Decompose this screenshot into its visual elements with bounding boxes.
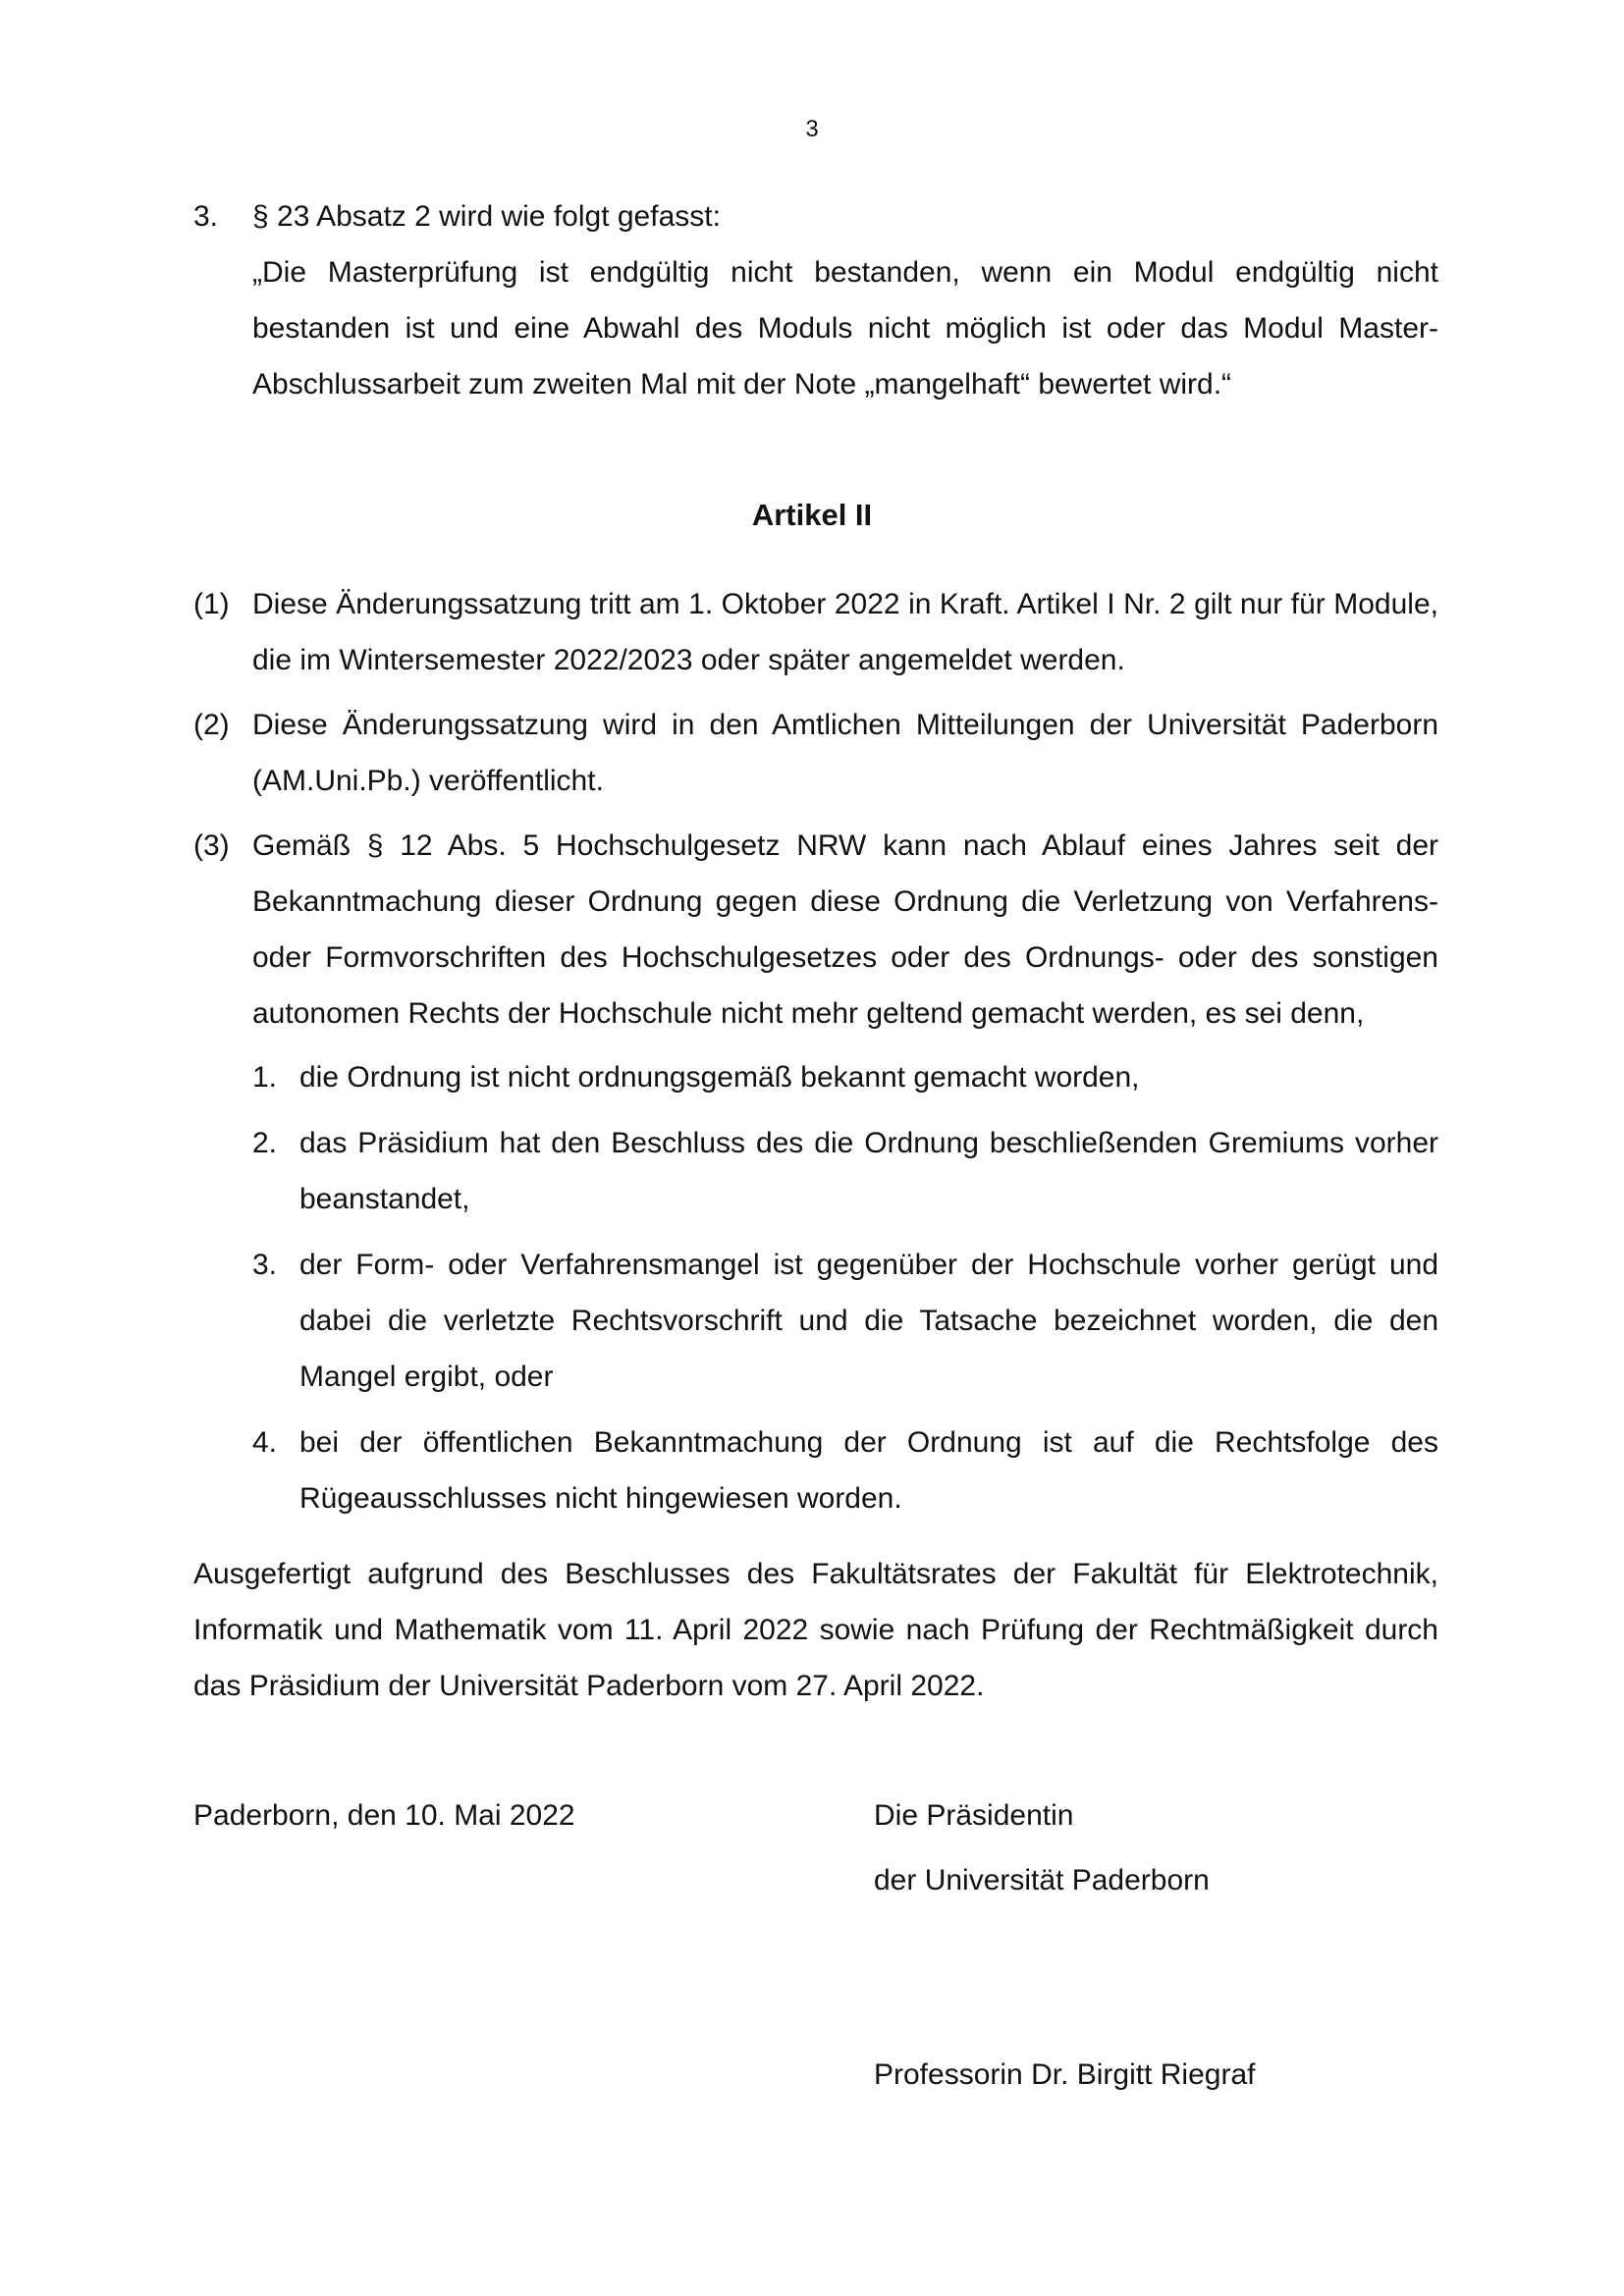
place-date: Paderborn, den 10. Mai 2022 <box>193 1799 575 1832</box>
list-item <box>252 1415 1438 1526</box>
signatory-role-line-1: Die Präsidentin <box>874 1799 1074 1832</box>
list-item <box>252 1237 1438 1405</box>
page-number: 3 <box>805 116 819 142</box>
item-3-heading: § 23 Absatz 2 wird wie folgt gefasst: <box>252 200 721 233</box>
list-item-number: 4. <box>252 1426 278 1459</box>
paragraph-3 <box>193 818 1438 1536</box>
list-item-text: das Präsidium hat den Beschluss des die Ordnung beschließenden Gremiums vorher beanstandet, <box>299 1127 1438 1215</box>
list-item-number: 2. <box>252 1127 278 1159</box>
paragraph-3-number: (3) <box>193 829 230 862</box>
signatory-role <box>874 1788 1424 1908</box>
item-3 <box>193 188 1438 412</box>
paragraph-1 <box>193 576 1438 688</box>
article-2-title: Artikel II <box>751 498 873 532</box>
paragraph-1-number: (1) <box>193 588 230 620</box>
paragraph-2-text: Diese Änderungssatzung wird in den Amtlichen Mitteilungen der Universität Paderborn (AM.Uni.Pb.) veröffentlicht. <box>252 709 1438 797</box>
paragraph-2-number: (2) <box>193 709 230 741</box>
paragraph-3-list <box>252 1049 1438 1526</box>
item-3-quote: „Die Masterprüfung ist endgültig nicht bestanden, wenn ein Modul endgültig nicht bestanden ist und eine Abwahl des Moduls nicht möglich ist oder das Modul Master-Abschlussarbeit zum zweiten Mal mit der Note „mangelhaft“ bewertet wird.“ <box>252 256 1438 400</box>
list-item-number: 3. <box>252 1249 278 1281</box>
execution-note: Ausgefertigt aufgrund des Beschlusses des Fakultätsrates der Fakultät für Elektrotechnik, Informatik und Mathematik vom 11. April 2022 sowie nach Prüfung der Rechtmäßigkeit durch das Präsidium der Universität Paderborn vom 27. April 2022. <box>193 1558 1438 1702</box>
paragraph-1-text: Diese Änderungssatzung tritt am 1. Oktober 2022 in Kraft. Artikel I Nr. 2 gilt nur für Module, die im Wintersemester 2022/2023 oder später angemeldet werden. <box>252 588 1438 676</box>
item-3-number: 3. <box>193 200 219 233</box>
list-item <box>252 1049 1438 1105</box>
item-3-heading-row <box>193 188 1438 244</box>
list-item-text: die Ordnung ist nicht ordnungsgemäß bekannt gemacht worden, <box>299 1061 1140 1094</box>
paragraph-3-text: Gemäß § 12 Abs. 5 Hochschulgesetz NRW kann nach Ablauf eines Jahres seit der Bekanntmachung dieser Ordnung gegen diese Ordnung die Verletzung von Verfahrens- oder Formvorschriften des Hochschulgesetzes oder des Ordnungs- oder des sonstigen autonomen Rechts der Hochschule nicht mehr geltend gemacht werden, es sei denn, <box>252 829 1438 1030</box>
signatory-role-line-2: der Universität Paderborn <box>874 1864 1210 1896</box>
signatory-name: Professorin Dr. Birgitt Riegraf <box>874 2058 1256 2091</box>
list-item-text: der Form- oder Verfahrensmangel ist gegenüber der Hochschule vorher gerügt und dabei die verletzte Rechtsvorschrift und die Tatsache bezeichnet worden, die den Mangel ergibt, oder <box>299 1249 1438 1393</box>
paragraph-2 <box>193 697 1438 809</box>
list-item-number: 1. <box>252 1061 278 1094</box>
list-item-text: bei der öffentlichen Bekanntmachung der Ordnung ist auf die Rechtsfolge des Rügeausschlusses nicht hingewiesen worden. <box>299 1426 1438 1515</box>
list-item <box>252 1115 1438 1227</box>
